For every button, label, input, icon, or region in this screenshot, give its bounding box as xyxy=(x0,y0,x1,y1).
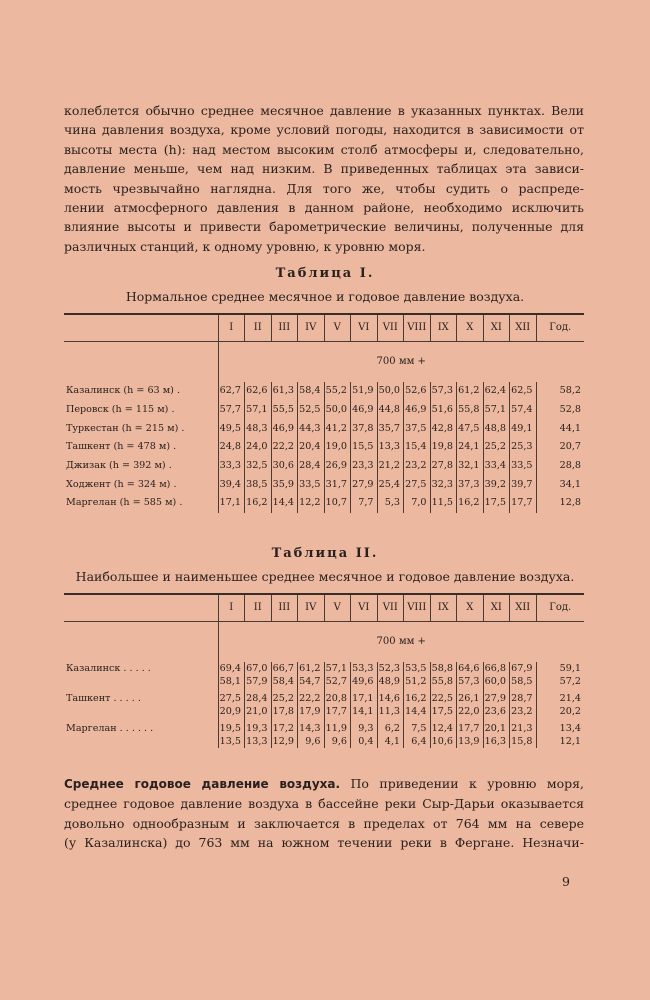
pressure-value: 38,5 xyxy=(245,475,272,494)
pressure-value: 28,8 xyxy=(536,457,584,476)
max-pressure-value: 67,9 xyxy=(510,662,537,675)
pressure-value: 50,0 xyxy=(324,401,351,420)
pressure-value: 49,1 xyxy=(510,419,537,438)
column-header: IV xyxy=(298,594,325,622)
table-row-max xyxy=(64,692,584,705)
min-pressure-value: 13,3 xyxy=(245,735,272,748)
pressure-value: 61,2 xyxy=(457,382,484,401)
min-pressure-value: 60,0 xyxy=(483,675,510,688)
max-pressure-value: 28,4 xyxy=(245,692,272,705)
min-pressure-value: 17,9 xyxy=(298,705,325,718)
pressure-value: 58,4 xyxy=(298,382,325,401)
pressure-value: 52,8 xyxy=(536,401,584,420)
pressure-value: 35,7 xyxy=(377,419,404,438)
pressure-value: 62,7 xyxy=(218,382,245,401)
pressure-value: 30,6 xyxy=(271,457,298,476)
max-pressure-value: 16,2 xyxy=(404,692,431,705)
pressure-value: 25,2 xyxy=(483,438,510,457)
pressure-value: 33,5 xyxy=(298,475,325,494)
max-pressure-value: 28,7 xyxy=(510,692,537,705)
table-row xyxy=(64,382,584,401)
pressure-value: 15,4 xyxy=(404,438,431,457)
pressure-value: 33,3 xyxy=(218,457,245,476)
column-header: XI xyxy=(483,314,510,342)
max-pressure-value: 57,1 xyxy=(324,662,351,675)
pressure-value: 37,5 xyxy=(404,419,431,438)
table-row-max xyxy=(64,722,584,735)
pressure-value: 23,3 xyxy=(351,457,378,476)
pressure-value: 44,1 xyxy=(536,419,584,438)
pressure-value: 11,5 xyxy=(430,494,457,513)
page-number: 9 xyxy=(562,874,570,889)
column-header: I xyxy=(218,594,245,622)
pressure-value: 55,8 xyxy=(457,401,484,420)
runin-heading: Среднее годовое давление воздуха. xyxy=(64,777,341,791)
min-pressure-value: 0,4 xyxy=(351,735,378,748)
min-pressure-value: 12,1 xyxy=(536,735,584,748)
pressure-value: 24,0 xyxy=(245,438,272,457)
pressure-value: 24,8 xyxy=(218,438,245,457)
min-pressure-value: 17,5 xyxy=(430,705,457,718)
pressure-value: 57,4 xyxy=(510,401,537,420)
min-pressure-value: 57,9 xyxy=(245,675,272,688)
table-row-min xyxy=(64,735,584,748)
pressure-value: 57,3 xyxy=(430,382,457,401)
pressure-value: 7,7 xyxy=(351,494,378,513)
station-name: Джизак (h = 392 м) . xyxy=(66,460,172,472)
min-pressure-value: 13,5 xyxy=(218,735,245,748)
station-name: Казалинск (h = 63 м) . xyxy=(66,385,181,397)
max-pressure-value: 25,2 xyxy=(271,692,298,705)
min-pressure-value: 9,6 xyxy=(324,735,351,748)
pressure-value: 25,3 xyxy=(510,438,537,457)
table2 xyxy=(64,593,584,748)
pressure-value: 61,3 xyxy=(271,382,298,401)
min-pressure-value: 14,4 xyxy=(404,705,431,718)
table-row-max xyxy=(64,662,584,675)
min-pressure-value: 20,9 xyxy=(218,705,245,718)
min-pressure-value: 17,7 xyxy=(324,705,351,718)
unit-spacer xyxy=(64,342,218,383)
table-header-row xyxy=(64,314,584,342)
text-line: высоты места (h): над местом высоким столб атмосферы и, следовательно, xyxy=(64,141,584,157)
pressure-value: 31,7 xyxy=(324,475,351,494)
max-pressure-value: 61,2 xyxy=(298,662,325,675)
pressure-value: 22,2 xyxy=(271,438,298,457)
unit-spacer xyxy=(64,622,218,663)
pressure-value: 14,4 xyxy=(271,494,298,513)
pressure-value: 47,5 xyxy=(457,419,484,438)
max-pressure-value: 27,5 xyxy=(218,692,245,705)
pressure-value: 16,2 xyxy=(457,494,484,513)
min-pressure-value: 11,3 xyxy=(377,705,404,718)
table-row xyxy=(64,419,584,438)
max-pressure-value: 67,0 xyxy=(245,662,272,675)
station-name: Ходжент (h = 324 м) . xyxy=(66,478,177,490)
min-pressure-value: 51,2 xyxy=(404,675,431,688)
max-pressure-value: 20,8 xyxy=(324,692,351,705)
pressure-value: 57,1 xyxy=(483,401,510,420)
min-pressure-value: 21,0 xyxy=(245,705,272,718)
pressure-value: 42,8 xyxy=(430,419,457,438)
column-header: X xyxy=(457,594,484,622)
min-pressure-value: 55,8 xyxy=(430,675,457,688)
max-pressure-value: 22,2 xyxy=(298,692,325,705)
pressure-value: 37,3 xyxy=(457,475,484,494)
column-header: XI xyxy=(483,594,510,622)
max-pressure-value: 21,3 xyxy=(510,722,537,735)
pressure-value: 25,4 xyxy=(377,475,404,494)
min-pressure-value: 20,2 xyxy=(536,705,584,718)
pressure-value: 49,5 xyxy=(218,419,245,438)
pressure-value: 5,3 xyxy=(377,494,404,513)
text-line: довольно однообразным и заключается в пределах от 764 мм на севере xyxy=(64,815,584,831)
pressure-value: 33,5 xyxy=(510,457,537,476)
min-pressure-value: 54,7 xyxy=(298,675,325,688)
pressure-value: 46,9 xyxy=(404,401,431,420)
column-header: V xyxy=(324,594,351,622)
station-name: Перовск (h = 115 м) . xyxy=(66,404,175,416)
min-pressure-value: 22,0 xyxy=(457,705,484,718)
station-name: Туркестан (h = 215 м) . xyxy=(66,422,185,434)
pressure-value: 27,5 xyxy=(404,475,431,494)
pressure-value: 20,4 xyxy=(298,438,325,457)
table2-title: Таблица II. xyxy=(271,546,379,561)
pressure-value: 46,9 xyxy=(351,401,378,420)
table1-title: Таблица I. xyxy=(275,266,375,281)
max-pressure-value: 22,5 xyxy=(430,692,457,705)
pressure-value: 44,8 xyxy=(377,401,404,420)
min-pressure-value: 49,6 xyxy=(351,675,378,688)
pressure-value: 13,3 xyxy=(377,438,404,457)
pressure-value: 26,9 xyxy=(324,457,351,476)
min-pressure-value: 16,3 xyxy=(483,735,510,748)
pressure-value: 15,5 xyxy=(351,438,378,457)
max-pressure-value: 6,2 xyxy=(377,722,404,735)
column-header: I xyxy=(218,314,245,342)
pressure-value: 24,1 xyxy=(457,438,484,457)
station-name: Ташкент (h = 478 м) . xyxy=(66,441,177,453)
column-header: Год. xyxy=(536,594,584,622)
pressure-value: 50,0 xyxy=(377,382,404,401)
pressure-value: 17,1 xyxy=(218,494,245,513)
max-pressure-value: 17,7 xyxy=(457,722,484,735)
pressure-value: 10,7 xyxy=(324,494,351,513)
min-pressure-value: 58,5 xyxy=(510,675,537,688)
min-pressure-value: 23,6 xyxy=(483,705,510,718)
min-pressure-value: 57,2 xyxy=(536,675,584,688)
table-row xyxy=(64,401,584,420)
max-pressure-value: 17,2 xyxy=(271,722,298,735)
min-pressure-value: 14,1 xyxy=(351,705,378,718)
min-pressure-value: 57,3 xyxy=(457,675,484,688)
pressure-value: 41,2 xyxy=(324,419,351,438)
intro-paragraph xyxy=(64,101,584,256)
unit-label: 700 мм + xyxy=(218,342,584,383)
text-line: влияние высоты и привести барометрические величины, полученные для xyxy=(64,219,584,235)
max-pressure-value: 64,6 xyxy=(457,662,484,675)
pressure-value: 32,1 xyxy=(457,457,484,476)
max-pressure-value: 59,1 xyxy=(536,662,584,675)
pressure-value: 57,1 xyxy=(245,401,272,420)
table-row xyxy=(64,457,584,476)
pressure-value: 57,7 xyxy=(218,401,245,420)
station-name: Казалинск . . . . . xyxy=(66,663,151,674)
pressure-value: 52,6 xyxy=(404,382,431,401)
pressure-value: 34,1 xyxy=(536,475,584,494)
unit-label: 700 мм + xyxy=(218,622,584,663)
text-line: колеблется обычно среднее месячное давление в указанных пунктах. Вели xyxy=(64,103,584,118)
pressure-value: 62,6 xyxy=(245,382,272,401)
station-name: Ташкент . . . . . xyxy=(66,693,141,704)
pressure-value: 55,5 xyxy=(271,401,298,420)
column-header: Год. xyxy=(536,314,584,342)
text-line: чина давления воздуха, кроме условий погоды, находится в зависимости от xyxy=(64,122,584,138)
column-header: II xyxy=(245,314,272,342)
pressure-value: 48,3 xyxy=(245,419,272,438)
text-line: По приведении к уровню моря, xyxy=(340,776,584,791)
station-spacer xyxy=(64,675,218,688)
unit-row xyxy=(64,342,584,383)
column-header: XII xyxy=(510,594,537,622)
min-pressure-value: 4,1 xyxy=(377,735,404,748)
max-pressure-value: 27,9 xyxy=(483,692,510,705)
table-row xyxy=(64,438,584,457)
min-pressure-value: 58,1 xyxy=(218,675,245,688)
text-line: мость чрезвычайно наглядна. Для того же, чтобы судить о распреде- xyxy=(64,180,584,196)
pressure-value: 21,2 xyxy=(377,457,404,476)
column-header: V xyxy=(324,314,351,342)
min-pressure-value: 15,8 xyxy=(510,735,537,748)
pressure-value: 20,7 xyxy=(536,438,584,457)
max-pressure-value: 19,3 xyxy=(245,722,272,735)
table-header-row xyxy=(64,594,584,622)
pressure-value: 39,2 xyxy=(483,475,510,494)
pressure-value: 27,8 xyxy=(430,457,457,476)
max-pressure-value: 9,3 xyxy=(351,722,378,735)
pressure-value: 48,8 xyxy=(483,419,510,438)
pressure-value: 19,8 xyxy=(430,438,457,457)
header-corner xyxy=(64,594,218,622)
max-pressure-value: 53,5 xyxy=(404,662,431,675)
column-header: VI xyxy=(351,314,378,342)
min-pressure-value: 10,6 xyxy=(430,735,457,748)
column-header: IX xyxy=(430,314,457,342)
station-name: Маргелан . . . . . . xyxy=(66,723,154,734)
pressure-value: 55,2 xyxy=(324,382,351,401)
column-header: VI xyxy=(351,594,378,622)
pressure-value: 33,4 xyxy=(483,457,510,476)
pressure-value: 62,4 xyxy=(483,382,510,401)
max-pressure-value: 21,4 xyxy=(536,692,584,705)
min-pressure-value: 6,4 xyxy=(404,735,431,748)
max-pressure-value: 13,4 xyxy=(536,722,584,735)
column-header: VIII xyxy=(404,314,431,342)
column-header: IX xyxy=(430,594,457,622)
table-row-min xyxy=(64,705,584,718)
max-pressure-value: 58,8 xyxy=(430,662,457,675)
pressure-value: 12,2 xyxy=(298,494,325,513)
pressure-value: 28,4 xyxy=(298,457,325,476)
min-pressure-value: 23,2 xyxy=(510,705,537,718)
pressure-value: 27,9 xyxy=(351,475,378,494)
max-pressure-value: 14,6 xyxy=(377,692,404,705)
pressure-value: 52,5 xyxy=(298,401,325,420)
text-line: (у Казалинска) до 763 мм на южном течении реки в Фергане. Незначи- xyxy=(64,835,584,851)
column-header: X xyxy=(457,314,484,342)
column-header: IV xyxy=(298,314,325,342)
pressure-value: 58,2 xyxy=(536,382,584,401)
max-pressure-value: 7,5 xyxy=(404,722,431,735)
column-header: III xyxy=(271,314,298,342)
station-spacer xyxy=(64,735,218,748)
pressure-value: 17,5 xyxy=(483,494,510,513)
min-pressure-value: 48,9 xyxy=(377,675,404,688)
pressure-value: 39,4 xyxy=(218,475,245,494)
text-line: среднее годовое давление воздуха в бассейне реки Сыр-Дарьи оказывается xyxy=(64,796,584,812)
pressure-value: 51,9 xyxy=(351,382,378,401)
max-pressure-value: 17,1 xyxy=(351,692,378,705)
pressure-value: 35,9 xyxy=(271,475,298,494)
pressure-value: 32,3 xyxy=(430,475,457,494)
min-pressure-value: 12,9 xyxy=(271,735,298,748)
pressure-value: 12,8 xyxy=(536,494,584,513)
text-line: различных станций, к одному уровню, к уровню моря. xyxy=(64,238,426,254)
annual-pressure-paragraph xyxy=(64,774,584,853)
header-corner xyxy=(64,314,218,342)
max-pressure-value: 19,5 xyxy=(218,722,245,735)
table2-caption: Наибольшее и наименьшее среднее месячное и годовое давление воздуха. xyxy=(75,569,575,584)
pressure-value: 37,8 xyxy=(351,419,378,438)
station-name: Маргелан (h = 585 м) . xyxy=(66,497,183,509)
pressure-value: 23,2 xyxy=(404,457,431,476)
unit-row xyxy=(64,622,584,663)
text-line: лении атмосферного давления в данном районе, необходимо исключить xyxy=(64,200,584,216)
text-line: давление меньше, чем над низким. В приведенных таблицах эта зависи- xyxy=(64,161,584,177)
max-pressure-value: 69,4 xyxy=(218,662,245,675)
table-row xyxy=(64,494,584,513)
pressure-value: 39,7 xyxy=(510,475,537,494)
max-pressure-value: 26,1 xyxy=(457,692,484,705)
pressure-value: 19,0 xyxy=(324,438,351,457)
max-pressure-value: 52,3 xyxy=(377,662,404,675)
pressure-value: 46,9 xyxy=(271,419,298,438)
column-header: III xyxy=(271,594,298,622)
table1 xyxy=(64,313,584,513)
pressure-value: 16,2 xyxy=(245,494,272,513)
pressure-value: 62,5 xyxy=(510,382,537,401)
max-pressure-value: 66,8 xyxy=(483,662,510,675)
max-pressure-value: 53,3 xyxy=(351,662,378,675)
column-header: VII xyxy=(377,314,404,342)
column-header: XII xyxy=(510,314,537,342)
max-pressure-value: 20,1 xyxy=(483,722,510,735)
max-pressure-value: 11,9 xyxy=(324,722,351,735)
max-pressure-value: 12,4 xyxy=(430,722,457,735)
table-row xyxy=(64,475,584,494)
min-pressure-value: 17,8 xyxy=(271,705,298,718)
station-spacer xyxy=(64,705,218,718)
min-pressure-value: 9,6 xyxy=(298,735,325,748)
min-pressure-value: 52,7 xyxy=(324,675,351,688)
column-header: VIII xyxy=(404,594,431,622)
max-pressure-value: 66,7 xyxy=(271,662,298,675)
max-pressure-value: 14,3 xyxy=(298,722,325,735)
min-pressure-value: 58,4 xyxy=(271,675,298,688)
pressure-value: 17,7 xyxy=(510,494,537,513)
column-header: II xyxy=(245,594,272,622)
pressure-value: 32,5 xyxy=(245,457,272,476)
pressure-value: 44,3 xyxy=(298,419,325,438)
pressure-value: 7,0 xyxy=(404,494,431,513)
min-pressure-value: 13,9 xyxy=(457,735,484,748)
column-header: VII xyxy=(377,594,404,622)
table-row-min xyxy=(64,675,584,688)
table1-caption: Нормальное среднее месячное и годовое давление воздуха. xyxy=(125,289,525,304)
pressure-value: 51,6 xyxy=(430,401,457,420)
